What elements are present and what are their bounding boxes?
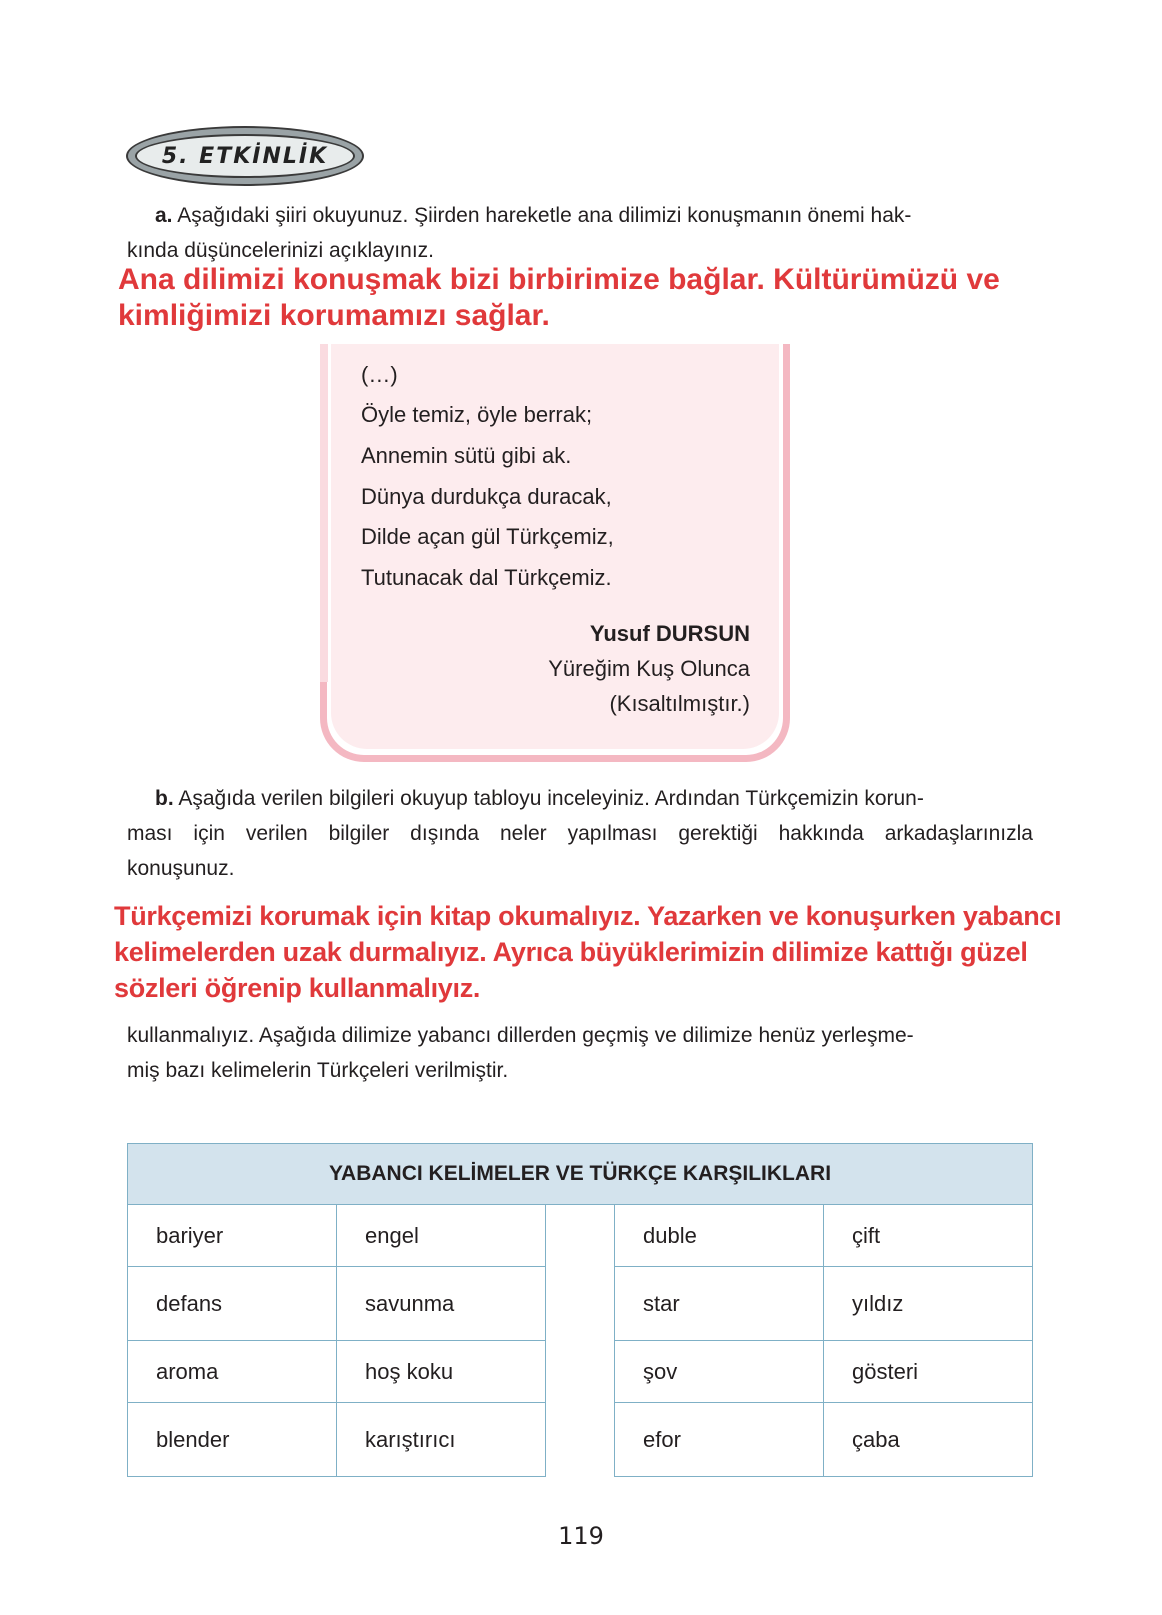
part-b-label: b. (155, 787, 174, 810)
info-line1: kullanmalıyız. Aşağıda dilimize yabancı dillerden geçmiş ve dilimize henüz yerleşme- (127, 1024, 914, 1047)
answer-a-line1: Ana dilimizi konuşmak bizi birbirimize bağlar. Kültürümüzü ve (118, 263, 1000, 296)
table-row (128, 1403, 546, 1477)
part-a-label: a. (155, 204, 173, 227)
foreign-word: defans (128, 1267, 337, 1341)
part-a-text1: Aşağıdaki şiiri okuyunuz. Şiirden hareketle ana dilimizi konuşmanın önemi hak- (177, 204, 912, 227)
table-row (128, 1267, 546, 1341)
foreign-word: blender (128, 1403, 337, 1477)
table-row (615, 1341, 1033, 1403)
answer-a (118, 262, 1078, 334)
table-row (615, 1403, 1033, 1477)
answer-b (114, 898, 1124, 1006)
table-row (128, 1205, 546, 1267)
vocab-table-right (614, 1204, 1033, 1477)
answer-b-line3: sözleri öğrenip kullanmalıyız. (114, 973, 481, 1003)
part-b-line3: konuşunuz. (127, 857, 235, 880)
table-title: YABANCI KELİMELER VE TÜRKÇE KARŞILIKLARI (127, 1143, 1033, 1205)
part-b-text1: Aşağıda verilen bilgileri okuyup tabloyu inceleyiniz. Ardından Türkçemizin korun- (178, 787, 924, 810)
poem-line: Tutunacak dal Türkçemiz. (361, 565, 612, 590)
poem-note: (Kısaltılmıştır.) (609, 691, 750, 716)
poem-author: Yusuf DURSUN (589, 621, 750, 646)
info-line2: miş bazı kelimelerin Türkçeleri verilmiştir. (127, 1059, 509, 1082)
poem-line: Annemin sütü gibi ak. (361, 443, 572, 468)
activity-badge-inner (135, 134, 355, 178)
poem-line: Dilde açan gül Türkçemiz, (361, 524, 614, 549)
foreign-word: duble (615, 1205, 824, 1267)
table-row (128, 1341, 546, 1403)
part-a-instruction (127, 198, 1033, 268)
activity-badge (126, 126, 364, 186)
table-row (615, 1205, 1033, 1267)
part-b-line1 (127, 781, 1033, 816)
part-b-line2: ması için verilen bilgiler dışında neler yapılması gerektiği hakkında arkadaşlarınızla (127, 822, 1033, 845)
turkish-word: hoş koku (337, 1341, 546, 1403)
poem-line: (…) (361, 362, 398, 387)
foreign-word: star (615, 1267, 824, 1341)
table-row (615, 1267, 1033, 1341)
info-paragraph (127, 1018, 1033, 1088)
foreign-word: şov (615, 1341, 824, 1403)
turkish-word: savunma (337, 1267, 546, 1341)
foreign-word: bariyer (128, 1205, 337, 1267)
turkish-word: çaba (824, 1403, 1033, 1477)
vocab-table-left (127, 1204, 546, 1477)
foreign-word: efor (615, 1403, 824, 1477)
turkish-word: karıştırıcı (337, 1403, 546, 1477)
turkish-word: engel (337, 1205, 546, 1267)
part-a-line2: kında düşüncelerinizi açıklayınız. (127, 239, 434, 262)
answer-b-line2: kelimelerden uzak durmalıyız. Ayrıca büyüklerimizin dilimize kattığı güzel (114, 937, 1028, 967)
answer-a-line2: kimliğimizi korumamızı sağlar. (118, 299, 550, 332)
turkish-word: yıldız (824, 1267, 1033, 1341)
poem-source: Yüreğim Kuş Olunca (548, 656, 750, 681)
page-number: 119 (558, 1522, 604, 1550)
turkish-word: gösteri (824, 1341, 1033, 1403)
part-b-instruction (127, 781, 1033, 886)
poem-line: Dünya durdukça duracak, (361, 484, 612, 509)
turkish-word: çift (824, 1205, 1033, 1267)
activity-title: 5. ETKİNLİK (161, 143, 329, 169)
foreign-word: aroma (128, 1341, 337, 1403)
answer-b-line1: Türkçemizi korumak için kitap okumalıyız. Yazarken ve konuşurken yabancı (114, 901, 1062, 931)
part-a-line1 (127, 198, 1033, 233)
poem-box-left-edge (320, 342, 328, 682)
poem-line: Öyle temiz, öyle berrak; (361, 402, 593, 427)
